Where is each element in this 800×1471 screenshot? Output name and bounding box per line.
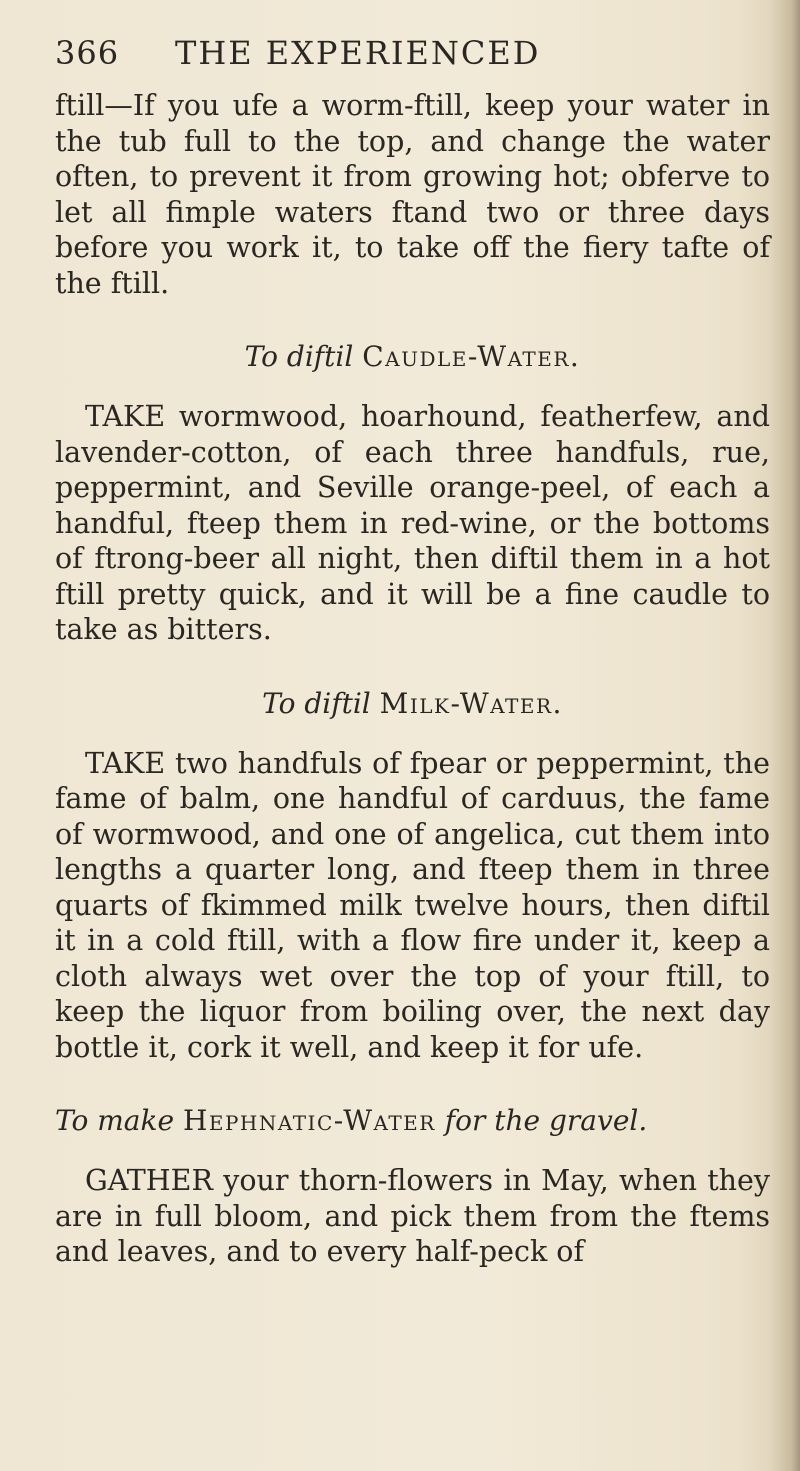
- heading-italic: To diftil: [244, 340, 354, 373]
- recipe-text-milk-water: TAKE two handfuls of fpear or peppermint, the fame of balm, one handful of carduus, the fame of wormwood, and one of angelica, cut them into lengths a quarter long, and fteep them in three quarts of fkimmed milk twelve hours, then diftil it in a cold ftill, with a flow fire under it, keep a cloth always wet over the top of your ftill, to keep the liquor from boiling over, the next day bottle it, cork it well, and keep it for ufe.: [55, 746, 770, 1064]
- heading-caps: Caudle-Water.: [362, 340, 581, 373]
- heading-caps: Milk-Water.: [379, 686, 563, 720]
- recipe-text-hephnatic-water: GATHER your thorn-flowers in May, when they are in full bloom, and pick them from the ftems and leaves, and to every half-peck of: [55, 1164, 770, 1268]
- page-body: [55, 88, 770, 1270]
- running-title: THE EXPERIENCED: [175, 34, 541, 72]
- recipe-text-caudle-water: TAKE wormwood, hoarhound, featherfew, and lavender-cotton, of each three handfuls, rue, peppermint, and Seville orange-peel, of each a handful, fteep them in red-wine, or the bottoms of ftrong-beer all night, then diftil them in a hot ftill pretty quick, and it will be a fine caudle to take as bitters.: [55, 400, 770, 646]
- recipe-heading-caudle-water: [55, 339, 770, 375]
- page-edge-shadow: [770, 0, 800, 1471]
- heading-italic: To diftil: [262, 686, 371, 720]
- continuation-paragraph: ftill—If you ufe a worm-ftill, keep your water in the tub full to the top, and change the water often, to prevent it from growing hot; obferve to let all fimple waters ftand two or three days before you work it, to take off the fiery tafte of the ftill.: [55, 89, 770, 300]
- running-header: [55, 34, 755, 84]
- heading-italic: To make: [55, 1104, 175, 1137]
- heading-caps: Hephnatic-Water: [182, 1104, 436, 1137]
- page-number: 366: [55, 34, 120, 72]
- heading-tail: for the gravel.: [444, 1104, 648, 1137]
- recipe-heading-hephnatic-water: [55, 1103, 770, 1139]
- recipe-heading-milk-water: [55, 686, 770, 722]
